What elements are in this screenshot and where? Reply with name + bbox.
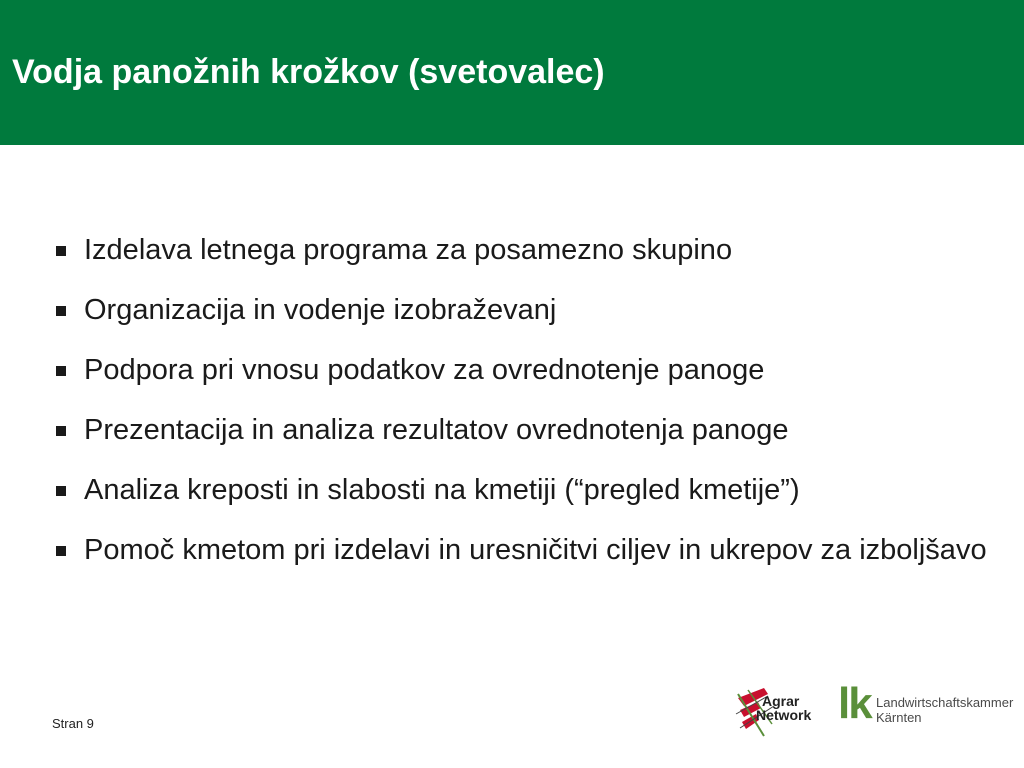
header-bar <box>0 0 1024 145</box>
square-bullet-icon <box>56 426 66 436</box>
square-bullet-icon <box>56 246 66 256</box>
agrar-logo-text: Agrar <box>762 693 800 709</box>
bullet-text: Analiza kreposti in slabosti na kmetiji (“pregled kmetije”) <box>84 474 800 506</box>
square-bullet-icon <box>56 546 66 556</box>
bullet-item <box>52 532 992 568</box>
bullet-text: Podpora pri vnosu podatkov za ovrednotenje panoge <box>84 354 765 386</box>
lk-logo-region: Kärnten <box>876 710 922 725</box>
bullet-text: Prezentacija in analiza rezultatov ovrednotenja panoge <box>84 414 789 446</box>
square-bullet-icon <box>56 366 66 376</box>
bullet-text: Organizacija in vodenje izobraževanj <box>84 294 557 326</box>
landwirtschaftskammer-logo <box>838 679 1014 730</box>
bullet-item <box>52 292 992 328</box>
bullet-text: Pomoč kmetom pri izdelavi in uresničitvi ciljev in ukrepov za izboljšavo <box>84 534 987 566</box>
network-logo-text: Network <box>756 707 812 723</box>
square-bullet-icon <box>56 306 66 316</box>
agrar-network-logo <box>734 684 820 740</box>
bullet-item <box>52 472 992 508</box>
bullet-item <box>52 352 992 388</box>
lk-logo-name: Landwirtschaftskammer <box>876 695 1014 710</box>
lk-logo-mark: lk <box>838 679 871 728</box>
square-bullet-icon <box>56 486 66 496</box>
bullet-list <box>52 232 992 592</box>
page-number: Stran 9 <box>52 716 94 731</box>
bullet-text: Izdelava letnega programa za posamezno skupino <box>84 234 733 266</box>
bullet-item <box>52 232 992 268</box>
bullet-item <box>52 412 992 448</box>
slide-title: Vodja panožnih krožkov (svetovalec) <box>12 53 605 91</box>
